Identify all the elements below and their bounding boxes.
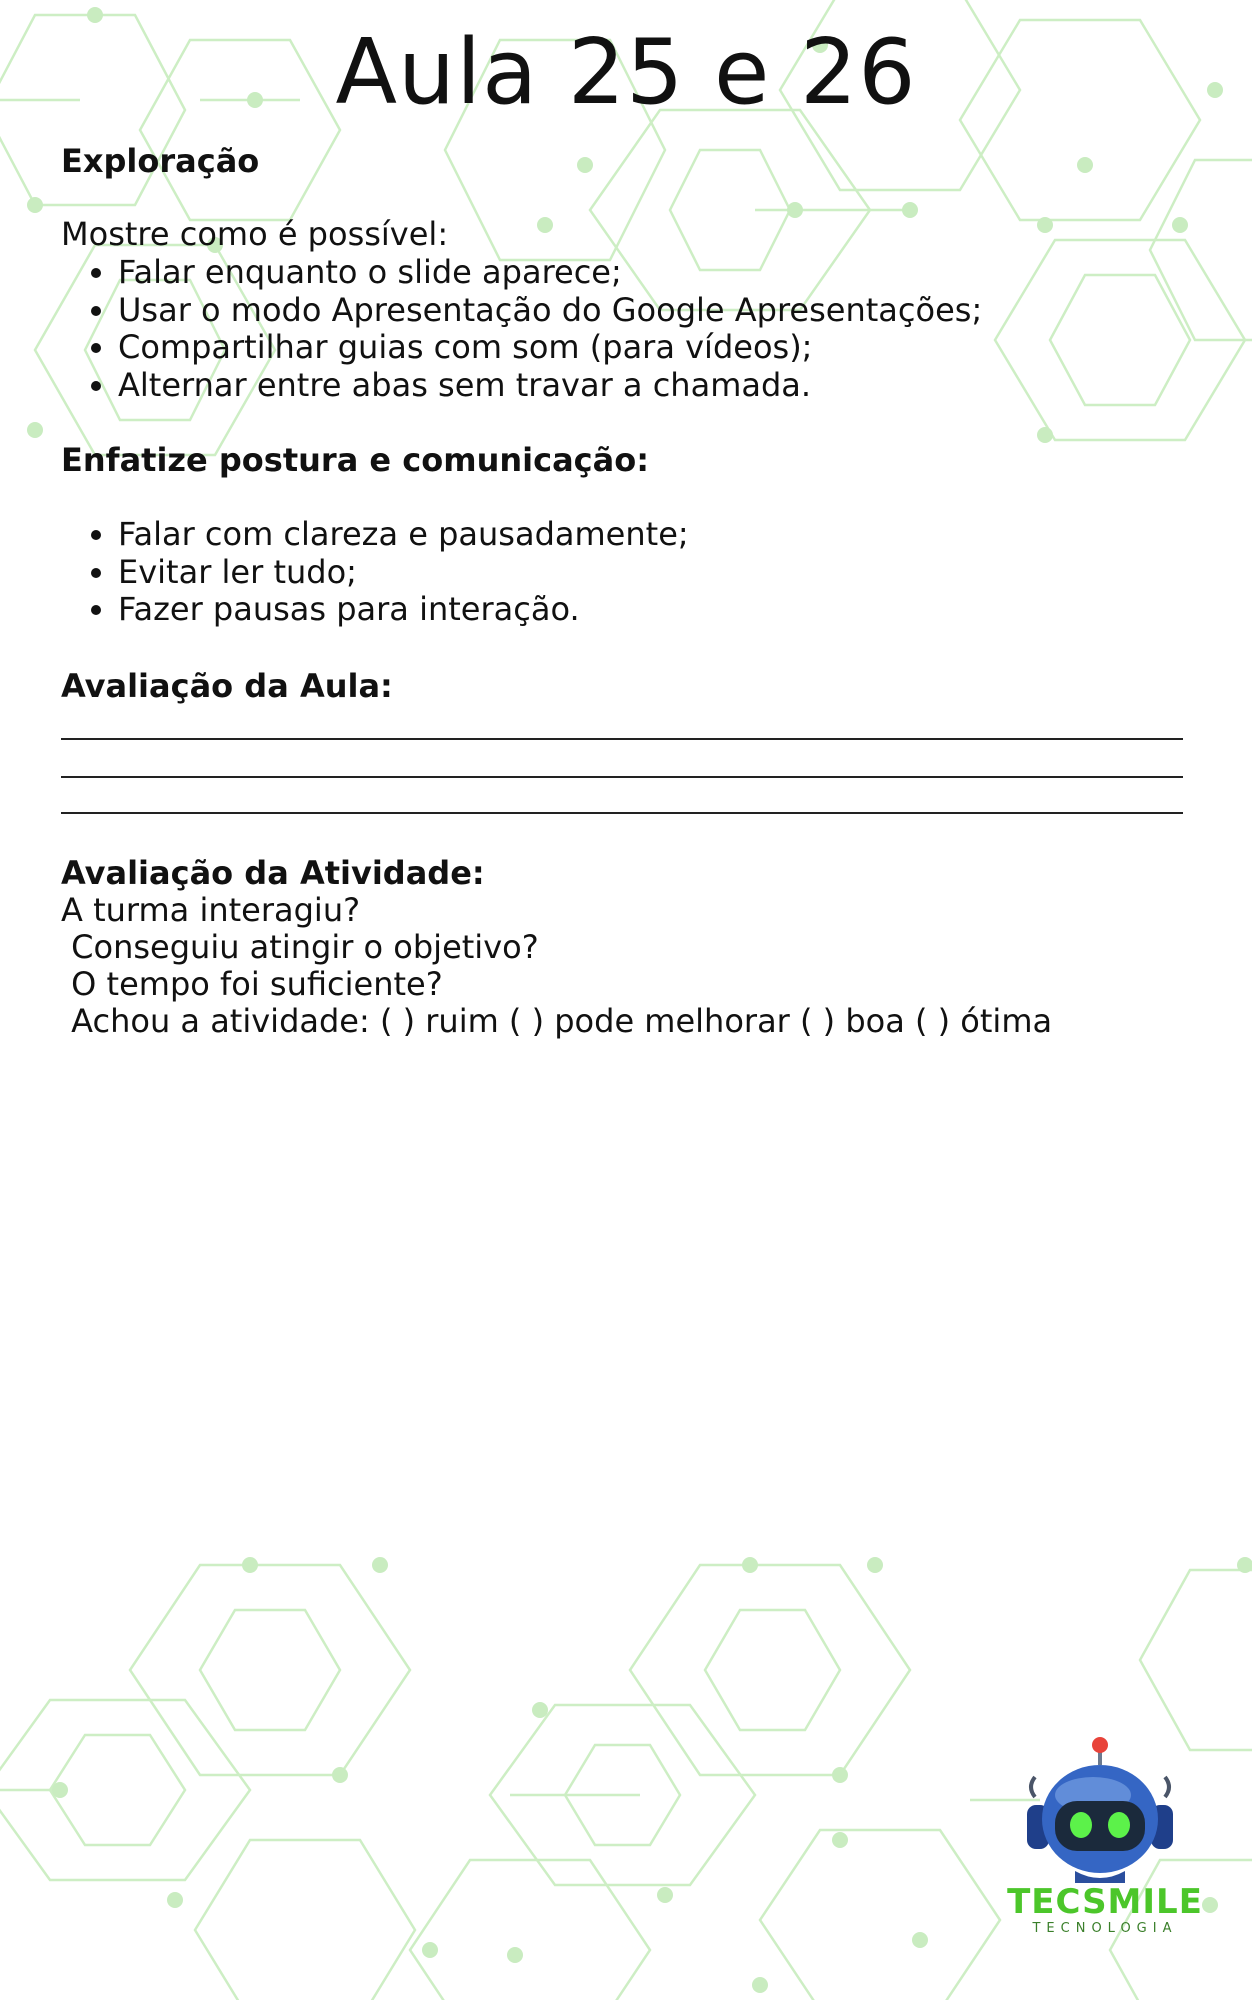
- question-text: A turma interagiu?: [61, 891, 361, 929]
- exploracao-list: [61, 254, 982, 404]
- question-text: Achou a atividade: ( ) ruim ( ) pode melhorar ( ) boa ( ) ótima: [61, 1002, 1053, 1040]
- exploracao-intro: Mostre como é possível:: [61, 215, 449, 253]
- list-item: • Fazer pausas para interação.: [118, 591, 689, 629]
- list-item: • Falar com clareza e pausadamente;: [118, 516, 689, 554]
- list-item: • Falar enquanto o slide aparece;: [118, 254, 982, 292]
- answer-line: [61, 812, 1183, 814]
- postura-list: [61, 516, 689, 629]
- list-item: • Evitar ler tudo;: [118, 554, 689, 592]
- question-text: O tempo foi suficiente?: [61, 965, 443, 1003]
- list-item: • Usar o modo Apresentação do Google Apresentações;: [118, 292, 982, 330]
- postura-heading: Enfatize postura e comunicação:: [61, 441, 649, 479]
- robot-icon: [995, 1735, 1215, 1885]
- question-text: Conseguiu atingir o objetivo?: [61, 928, 539, 966]
- answer-line: [61, 776, 1183, 778]
- exploracao-heading: Exploração: [61, 142, 260, 180]
- logo-subtitle: TECNOLOGIA: [1032, 1921, 1178, 1936]
- page-title: Aula 25 e 26: [335, 20, 917, 125]
- tecsmile-logo: [995, 1735, 1215, 1940]
- answer-line: [61, 738, 1183, 740]
- logo-wordmark: TECSMILE: [1007, 1882, 1203, 1922]
- avaliacao-aula-heading: Avaliação da Aula:: [61, 667, 393, 705]
- list-item: • Compartilhar guias com som (para vídeos);: [118, 329, 982, 367]
- avaliacao-atividade-heading: Avaliação da Atividade:: [61, 854, 485, 892]
- list-item: • Alternar entre abas sem travar a chamada.: [118, 367, 982, 405]
